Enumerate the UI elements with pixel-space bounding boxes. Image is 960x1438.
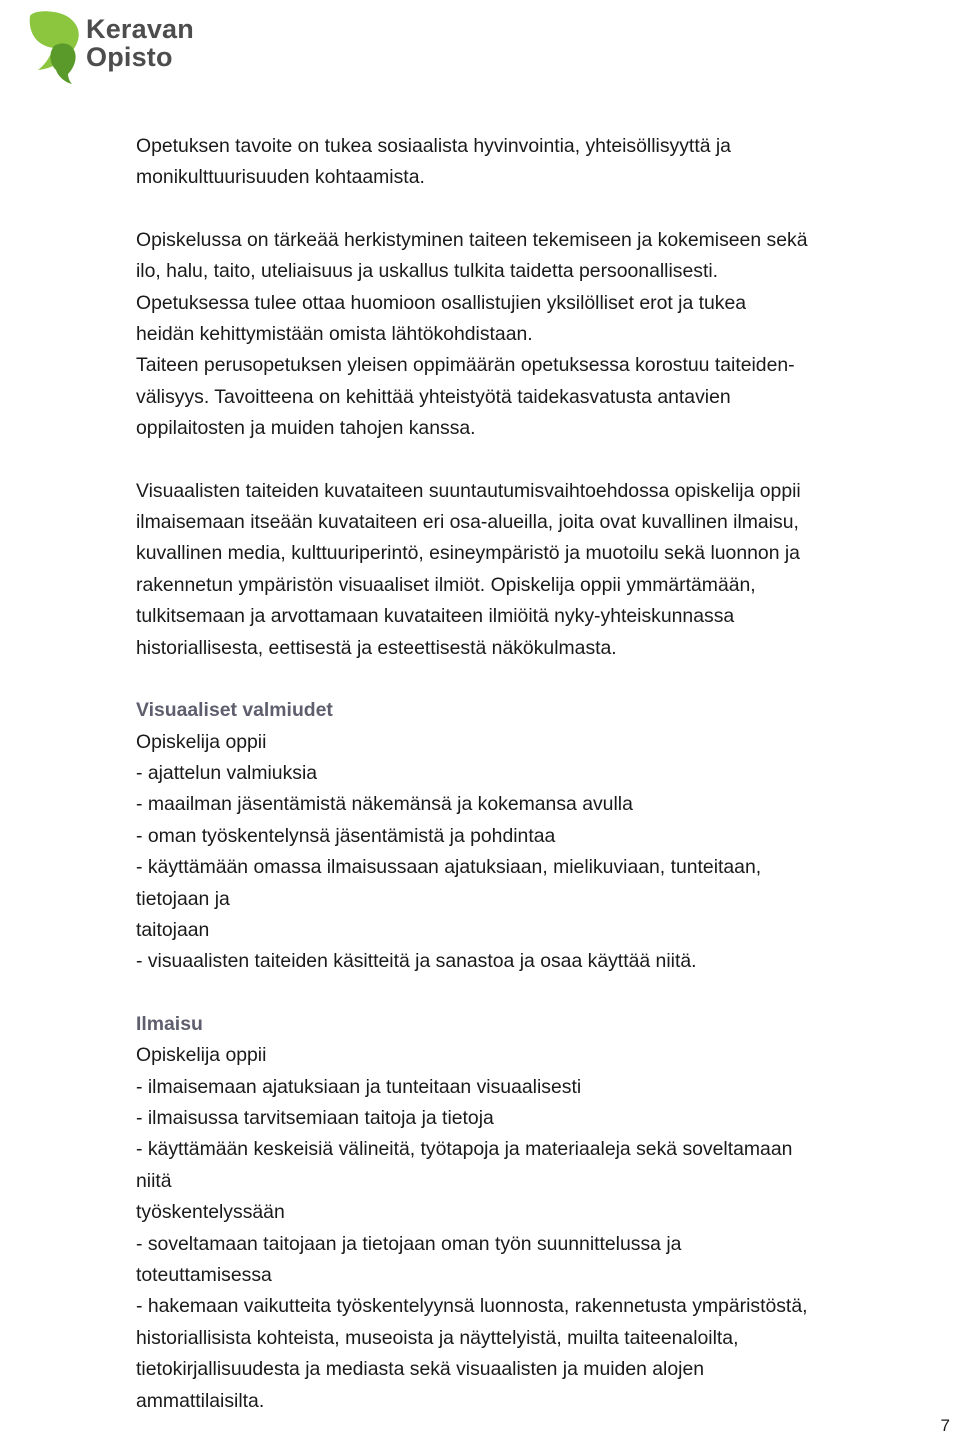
list-item: - maailman jäsentämistä näkemänsä ja kokemansa avulla	[136, 793, 633, 816]
list-item: taitojaan	[136, 918, 210, 941]
text-line: heidän kehittymistään omista lähtökohdistaan.	[136, 323, 533, 346]
expression-section	[136, 1009, 960, 1417]
section-heading-visual-readiness: Visuaaliset valmiudet	[136, 699, 333, 722]
text-line: oppilaitosten ja muiden tahojen kanssa.	[136, 417, 476, 440]
list-item: - visuaalisten taiteiden käsitteitä ja sanastoa ja osaa käyttää niitä.	[136, 950, 697, 973]
intro-paragraph-1	[136, 131, 960, 194]
list-item: tietojaan ja	[136, 887, 230, 910]
text-line: Opiskelussa on tärkeää herkistyminen taiteen tekemiseen ja kokemiseen sekä	[136, 228, 808, 251]
logo-text-line1: Keravan	[86, 14, 194, 44]
section-heading-expression: Ilmaisu	[136, 1012, 203, 1035]
text-line: ilmaisemaan itseään kuvataiteen eri osa-alueilla, joita ovat kuvallinen ilmaisu,	[136, 511, 799, 534]
speech-bubbles-logo-icon	[24, 8, 88, 84]
text-line: ilo, halu, taito, uteliaisuus ja uskallus tulkita taidetta persoonallisesti.	[136, 260, 719, 283]
list-item: niitä	[136, 1169, 172, 1192]
list-item: - ilmaisemaan ajatuksiaan ja tunteitaan visuaalisesti	[136, 1075, 582, 1098]
text-line: Opetuksessa tulee ottaa huomioon osallistujien yksilölliset erot ja tukea	[136, 291, 747, 314]
document-body	[136, 131, 960, 1417]
section-lead: Opiskelija oppii	[136, 1044, 267, 1067]
list-item: - käyttämään keskeisiä välineitä, työtapoja ja materiaaleja sekä soveltamaan	[136, 1138, 793, 1161]
page-number: 7	[940, 1416, 950, 1435]
text-line: tulkitsemaan ja arvottamaan kuvataiteen ilmiöitä nyky-yhteiskunnassa	[136, 605, 735, 628]
text-line: monikulttuurisuuden kohtaamista.	[136, 166, 425, 189]
list-item: ammattilaisilta.	[136, 1389, 265, 1412]
list-item: toteuttamisessa	[136, 1264, 272, 1286]
list-item: - ilmaisussa tarvitsemiaan taitoja ja tietoja	[136, 1106, 494, 1129]
list-item: - ajattelun valmiuksia	[136, 761, 318, 784]
logo-text-line2: Opisto	[86, 42, 173, 72]
list-item: tietokirjallisuudesta ja mediasta sekä visuaalisten ja muiden alojen	[136, 1358, 705, 1381]
text-line: Visuaalisten taiteiden kuvataiteen suuntautumisvaihtoehdossa opiskelija oppii	[136, 479, 801, 502]
text-line: välisyys. Tavoitteena on kehittää yhteistyötä taidekasvatusta antavien	[136, 385, 731, 408]
text-line: historiallisesta, eettisestä ja esteettisestä näkökulmasta.	[136, 636, 617, 659]
text-line: kuvallinen media, kulttuuriperintö, esineympäristö ja muotoilu sekä luonnon ja	[136, 542, 800, 565]
visual-readiness-section	[136, 695, 960, 978]
list-item: - käyttämään omassa ilmaisussaan ajatuksiaan, mielikuviaan, tunteitaan,	[136, 856, 762, 879]
section-lead: Opiskelija oppii	[136, 730, 267, 753]
keravan-opisto-logo	[24, 8, 194, 88]
text-line: Taiteen perusopetuksen yleisen oppimäärän opetuksessa korostuu taiteiden-	[136, 354, 795, 377]
list-item: historiallisista kohteista, museoista ja näyttelyistä, muilta taiteenaloilta,	[136, 1326, 739, 1349]
visual-arts-paragraph	[136, 476, 960, 664]
list-item: - hakemaan vaikutteita työskentelyynsä luonnosta, rakennetusta ympäristöstä,	[136, 1295, 808, 1318]
list-item: työskentelyssään	[136, 1201, 285, 1224]
list-item: - soveltamaan taitojaan ja tietojaan oman työn suunnittelussa ja	[136, 1232, 682, 1255]
text-line: Opetuksen tavoite on tukea sosiaalista hyvinvointia, yhteisöllisyyttä ja	[136, 135, 731, 157]
text-line: rakennetun ympäristön visuaaliset ilmiöt. Opiskelija oppii ymmärtämään,	[136, 573, 756, 596]
intro-paragraph-2	[136, 225, 960, 445]
list-item: - oman työskentelynsä jäsentämistä ja pohdintaa	[136, 824, 556, 847]
